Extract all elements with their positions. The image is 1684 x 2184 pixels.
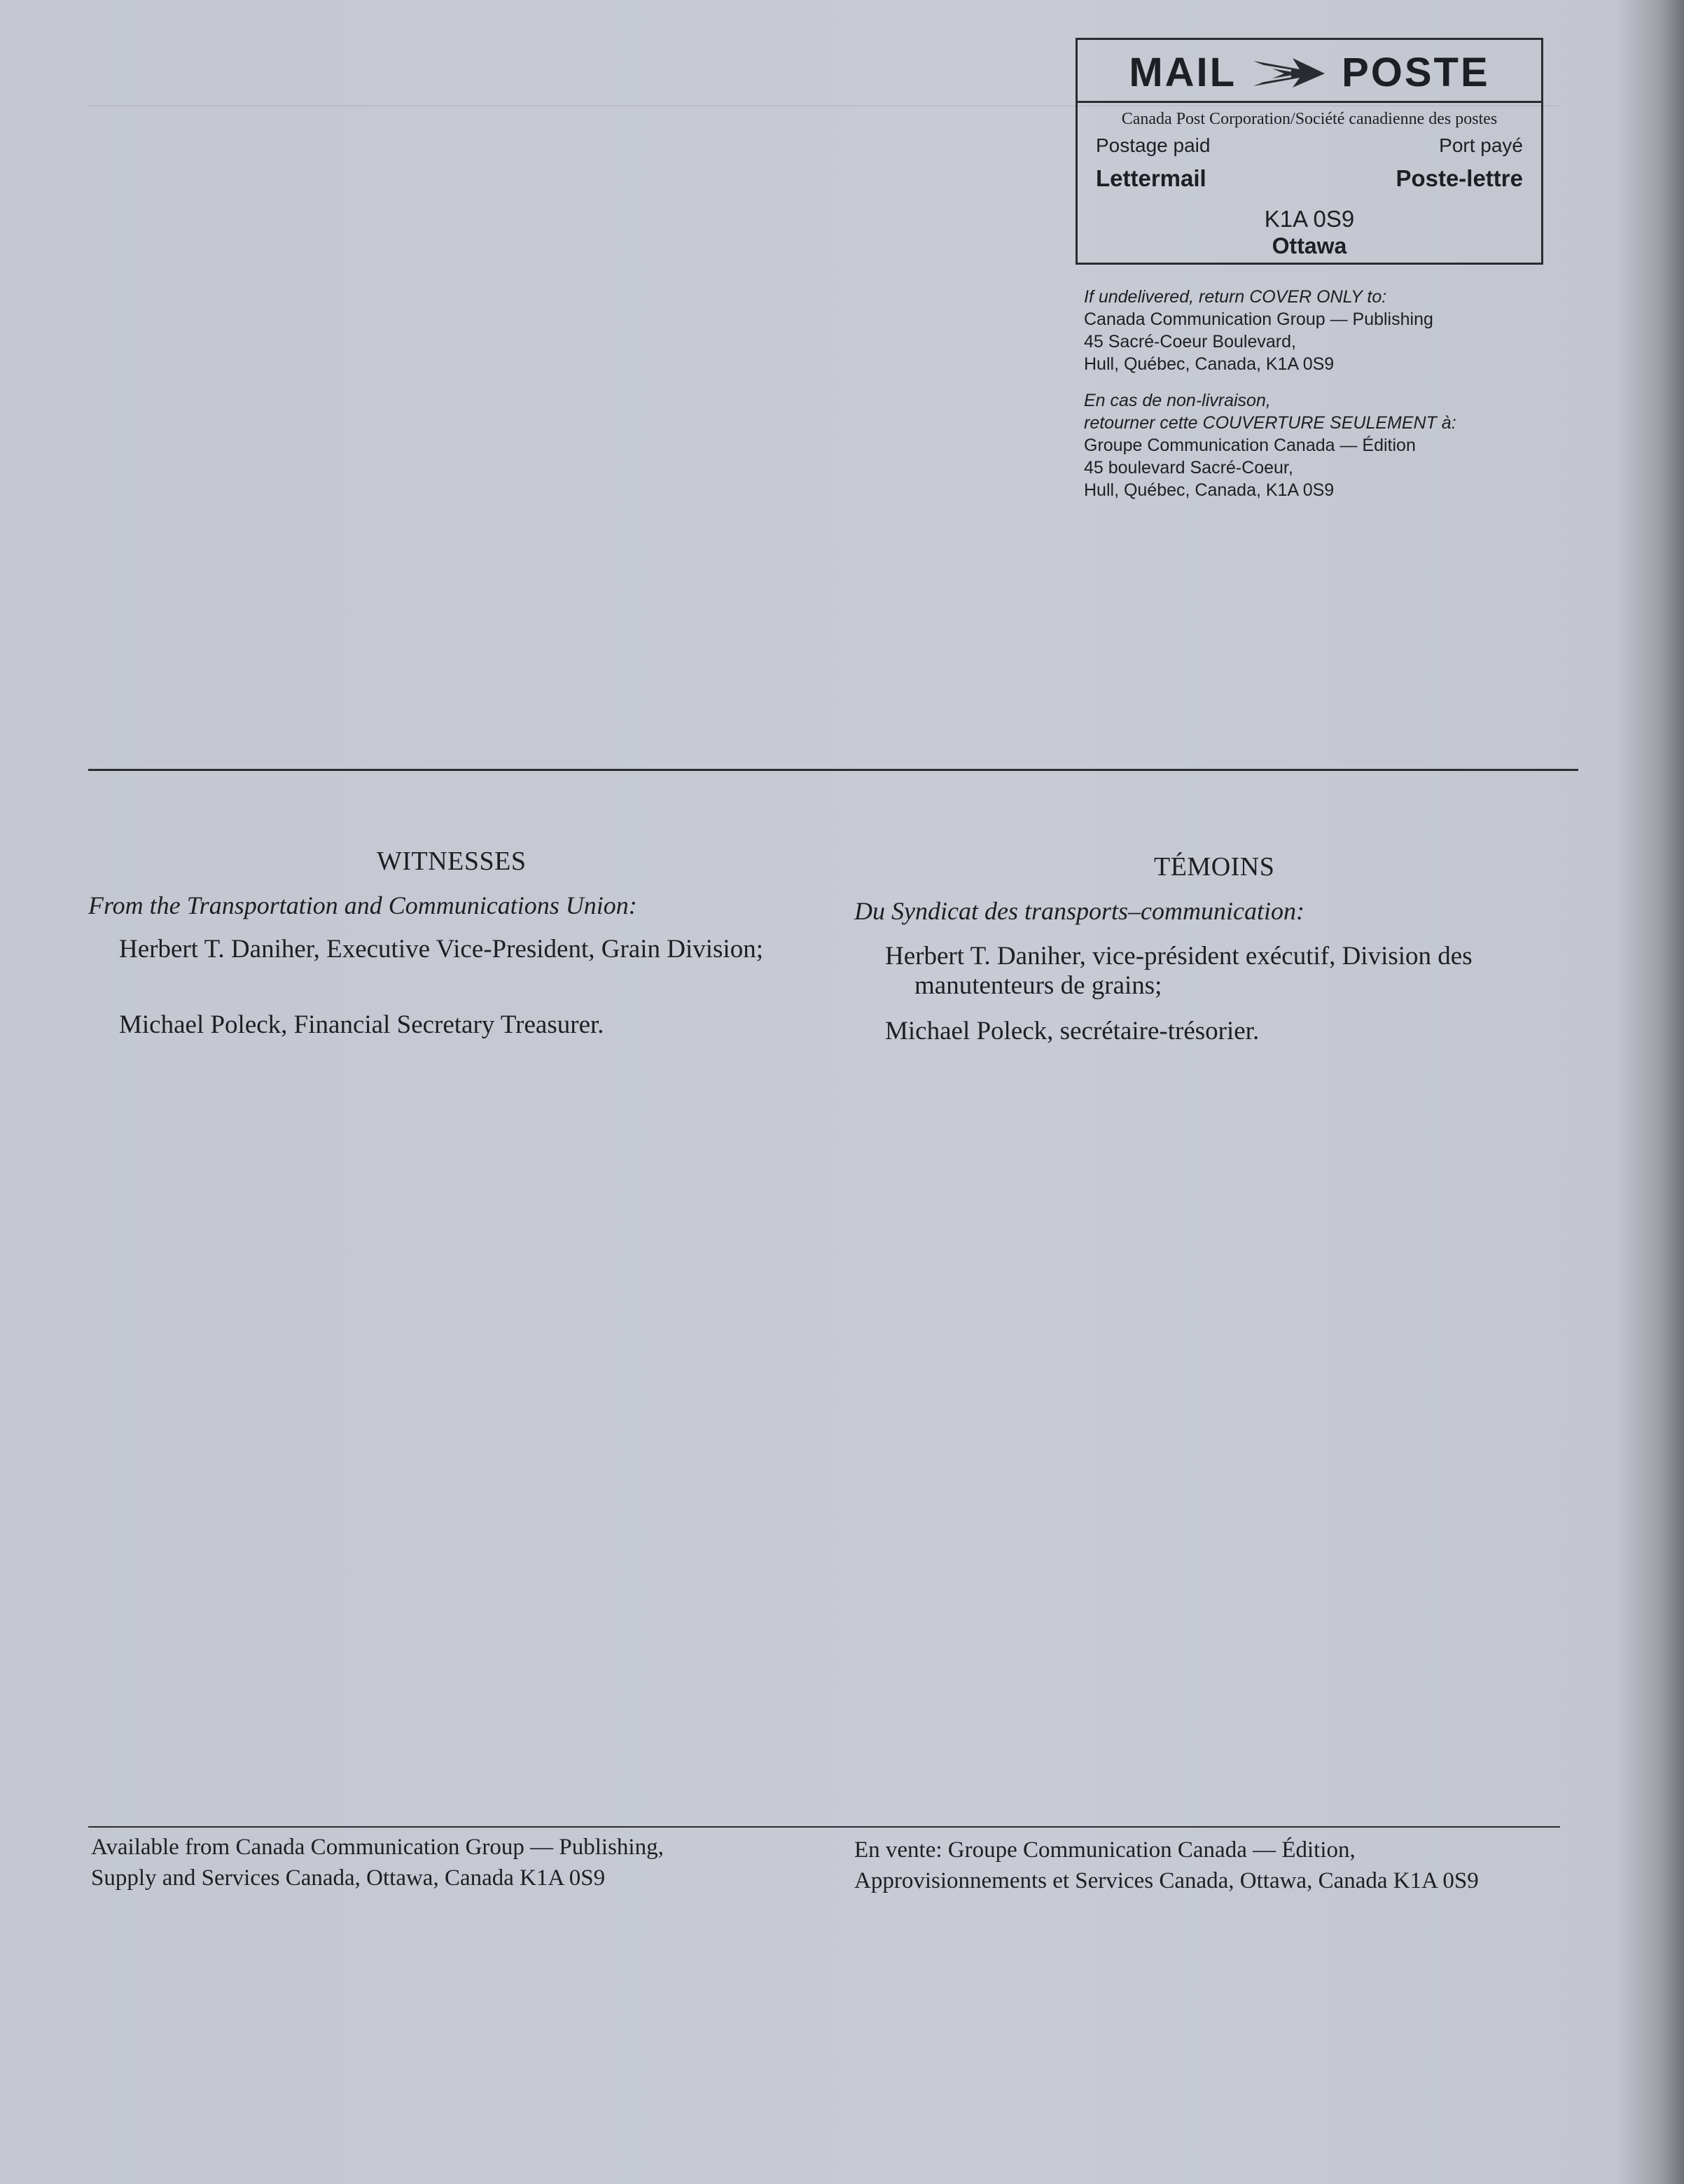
- temoins-organization: Du Syndicat des transports–communication:: [854, 897, 1304, 925]
- return-en-line2: Canada Communication Group — Publishing: [1084, 309, 1433, 329]
- poste-lettre-label: Poste-lettre: [1396, 165, 1523, 191]
- return-en-line3: 45 Sacré-Coeur Boulevard,: [1084, 332, 1296, 352]
- witnesses-organization: From the Transportation and Communications Union:: [88, 891, 637, 919]
- poste-label: POSTE: [1342, 50, 1490, 95]
- footer-en-line2: Supply and Services Canada, Ottawa, Canada K1A 0S9: [91, 1865, 606, 1891]
- temoin-entry-1: Herbert T. Daniher, vice-président exécutif, Division des manutenteurs de grains;: [885, 942, 1473, 1000]
- postage-paid-label: Postage paid: [1096, 134, 1211, 156]
- footer-fr-line1: En vente: Groupe Communication Canada — Édition,: [854, 1837, 1356, 1863]
- return-address: [1084, 286, 1574, 501]
- temoins-heading: TÉMOINS: [1154, 852, 1275, 882]
- temoin-entry-2: Michael Poleck, secrétaire-trésorier.: [885, 1017, 1260, 1045]
- port-paye-label: Port payé: [1439, 134, 1523, 156]
- return-fr-line4: 45 boulevard Sacré-Coeur,: [1084, 458, 1293, 478]
- mail-label: MAIL: [1129, 50, 1237, 95]
- lettermail-label: Lettermail: [1096, 165, 1206, 191]
- witness-entry-2: Michael Poleck, Financial Secretary Treasurer.: [119, 1010, 604, 1039]
- footer-fr: [854, 1835, 1554, 1896]
- corporation-name: Canada Post Corporation/Société canadienne des postes: [1121, 110, 1498, 128]
- return-fr-line3: Groupe Communication Canada — Édition: [1084, 436, 1416, 455]
- mail-arrow-icon: [1251, 55, 1328, 90]
- footer-en: [91, 1832, 791, 1893]
- section-divider: [88, 769, 1578, 771]
- return-fr-line5: Hull, Québec, Canada, K1A 0S9: [1084, 480, 1335, 500]
- footer-fr-line2: Approvisionnements et Services Canada, Ottawa, Canada K1A 0S9: [854, 1868, 1479, 1893]
- footer-en-line1: Available from Canada Communication Group — Publishing,: [91, 1835, 664, 1860]
- postal-code: K1A 0S9: [1264, 206, 1355, 232]
- witness-entry-1: Herbert T. Daniher, Executive Vice-President, Grain Division;: [119, 935, 763, 964]
- footer-divider: [88, 1826, 1560, 1828]
- witnesses-heading: WITNESSES: [377, 847, 527, 876]
- return-en-line1: If undelivered, return COVER ONLY to:: [1084, 287, 1387, 307]
- postal-indicia: [1076, 38, 1543, 265]
- return-fr-line1: En cas de non-livraison,: [1084, 391, 1271, 410]
- postal-city: Ottawa: [1272, 233, 1347, 258]
- return-fr-line2: retourner cette COUVERTURE SEULEMENT à:: [1084, 413, 1456, 433]
- return-en-line4: Hull, Québec, Canada, K1A 0S9: [1084, 354, 1335, 374]
- mail-poste-header: [1078, 40, 1541, 103]
